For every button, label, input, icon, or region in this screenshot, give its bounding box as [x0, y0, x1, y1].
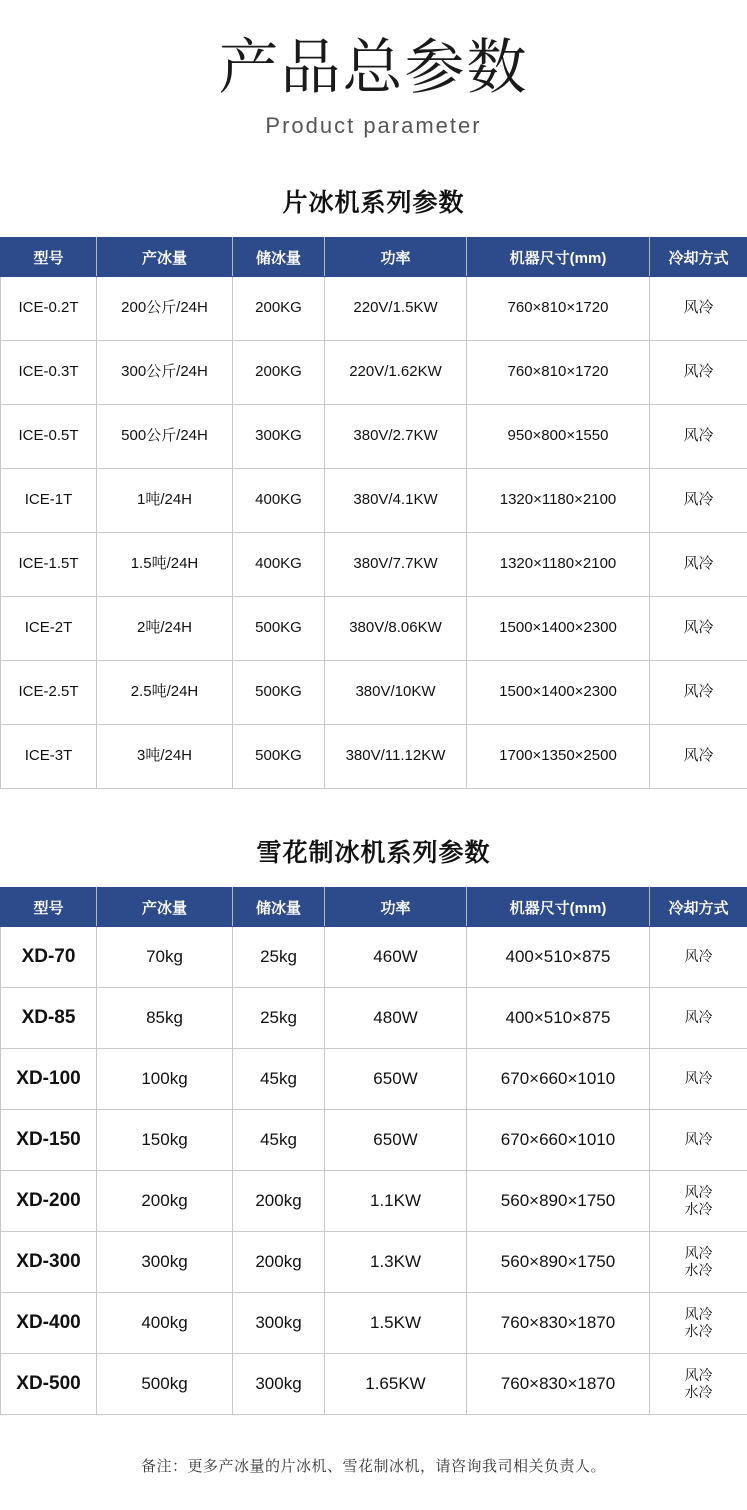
cell-power: 380V/4.1KW [325, 469, 467, 533]
cell-dimensions: 1320×1180×2100 [467, 533, 650, 597]
section-title-snowflake-ice: 雪花制冰机系列参数 [0, 833, 747, 869]
cell-cooling: 风冷 [650, 469, 747, 533]
cell-ice-storage: 200KG [233, 277, 325, 341]
table-row [1, 469, 747, 533]
table-snowflake-ice [0, 887, 747, 1415]
cell-dimensions: 1700×1350×2500 [467, 725, 650, 789]
cell-model: XD-100 [1, 1049, 97, 1110]
cell-power: 380V/2.7KW [325, 405, 467, 469]
cell-ice-storage: 500KG [233, 597, 325, 661]
cell-cooling: 风冷 [650, 661, 747, 725]
table-row [1, 988, 747, 1049]
cell-ice-storage: 300kg [233, 1293, 325, 1354]
table-header-row [1, 238, 747, 277]
cell-power: 650W [325, 1049, 467, 1110]
cell-ice-output: 2.5吨/24H [97, 661, 233, 725]
page-title: 产品总参数 [0, 36, 747, 99]
cell-ice-storage: 200KG [233, 341, 325, 405]
cell-ice-storage: 400KG [233, 533, 325, 597]
cell-dimensions: 760×830×1870 [467, 1293, 650, 1354]
cell-cooling: 风冷 [650, 533, 747, 597]
column-header-ice-storage: 储冰量 [233, 238, 325, 277]
cell-cooling: 风冷 [650, 1049, 747, 1110]
cell-ice-output: 500公斤/24H [97, 405, 233, 469]
cell-power: 380V/8.06KW [325, 597, 467, 661]
cell-power: 220V/1.5KW [325, 277, 467, 341]
cell-ice-output: 200公斤/24H [97, 277, 233, 341]
cell-dimensions: 950×800×1550 [467, 405, 650, 469]
cell-model: XD-70 [1, 927, 97, 988]
cell-model: ICE-0.3T [1, 341, 97, 405]
cell-model: ICE-0.2T [1, 277, 97, 341]
cell-cooling: 风冷 水冷 [650, 1171, 747, 1232]
table-row [1, 1171, 747, 1232]
cell-model: XD-85 [1, 988, 97, 1049]
cell-dimensions: 670×660×1010 [467, 1110, 650, 1171]
cell-model: ICE-2T [1, 597, 97, 661]
table-row [1, 1232, 747, 1293]
cell-ice-output: 100kg [97, 1049, 233, 1110]
column-header-ice-storage: 储冰量 [233, 888, 325, 927]
cell-ice-storage: 45kg [233, 1110, 325, 1171]
table-row [1, 341, 747, 405]
cell-dimensions: 1320×1180×2100 [467, 469, 650, 533]
cell-model: XD-200 [1, 1171, 97, 1232]
cell-ice-storage: 300kg [233, 1354, 325, 1415]
cell-dimensions: 560×890×1750 [467, 1232, 650, 1293]
cell-dimensions: 560×890×1750 [467, 1171, 650, 1232]
cell-power: 650W [325, 1110, 467, 1171]
table-row [1, 1354, 747, 1415]
cell-power: 1.1KW [325, 1171, 467, 1232]
cell-model: XD-150 [1, 1110, 97, 1171]
cell-ice-output: 70kg [97, 927, 233, 988]
cell-ice-output: 150kg [97, 1110, 233, 1171]
table-row [1, 1110, 747, 1171]
cell-ice-output: 2吨/24H [97, 597, 233, 661]
column-header-power: 功率 [325, 888, 467, 927]
cell-ice-storage: 500KG [233, 661, 325, 725]
cell-power: 1.5KW [325, 1293, 467, 1354]
cell-cooling: 风冷 [650, 405, 747, 469]
column-header-model: 型号 [1, 238, 97, 277]
cell-cooling: 风冷 [650, 277, 747, 341]
cell-ice-output: 200kg [97, 1171, 233, 1232]
cell-model: ICE-2.5T [1, 661, 97, 725]
cell-ice-output: 300kg [97, 1232, 233, 1293]
cell-model: ICE-3T [1, 725, 97, 789]
cell-power: 380V/11.12KW [325, 725, 467, 789]
cell-power: 380V/7.7KW [325, 533, 467, 597]
cell-dimensions: 760×810×1720 [467, 341, 650, 405]
column-header-power: 功率 [325, 238, 467, 277]
cell-model: XD-500 [1, 1354, 97, 1415]
cell-dimensions: 670×660×1010 [467, 1049, 650, 1110]
title-block [0, 0, 747, 139]
cell-ice-output: 3吨/24H [97, 725, 233, 789]
cell-ice-output: 300公斤/24H [97, 341, 233, 405]
cell-ice-storage: 200kg [233, 1171, 325, 1232]
cell-model: ICE-1.5T [1, 533, 97, 597]
cell-power: 220V/1.62KW [325, 341, 467, 405]
column-header-cooling: 冷却方式 [650, 888, 747, 927]
cell-power: 1.65KW [325, 1354, 467, 1415]
table-row [1, 597, 747, 661]
cell-ice-storage: 25kg [233, 988, 325, 1049]
column-header-dimensions: 机器尺寸(mm) [467, 238, 650, 277]
cell-ice-storage: 300KG [233, 405, 325, 469]
cell-ice-output: 1吨/24H [97, 469, 233, 533]
cell-cooling: 风冷 [650, 1110, 747, 1171]
column-header-dimensions: 机器尺寸(mm) [467, 888, 650, 927]
cell-model: XD-400 [1, 1293, 97, 1354]
cell-dimensions: 400×510×875 [467, 988, 650, 1049]
cell-cooling: 风冷 [650, 341, 747, 405]
cell-dimensions: 400×510×875 [467, 927, 650, 988]
table-row [1, 661, 747, 725]
table-row [1, 1293, 747, 1354]
cell-cooling: 风冷 水冷 [650, 1354, 747, 1415]
cell-ice-output: 1.5吨/24H [97, 533, 233, 597]
table-row [1, 533, 747, 597]
cell-dimensions: 760×830×1870 [467, 1354, 650, 1415]
cell-power: 460W [325, 927, 467, 988]
page-subtitle: Product parameter [0, 113, 747, 139]
table-header-row [1, 888, 747, 927]
table-row [1, 927, 747, 988]
cell-cooling: 风冷 水冷 [650, 1232, 747, 1293]
cell-dimensions: 1500×1400×2300 [467, 597, 650, 661]
section-title-flake-ice: 片冰机系列参数 [0, 183, 747, 219]
cell-cooling: 风冷 [650, 725, 747, 789]
table-row [1, 277, 747, 341]
column-header-cooling: 冷却方式 [650, 238, 747, 277]
table-flake-ice [0, 237, 747, 789]
cell-ice-storage: 500KG [233, 725, 325, 789]
cell-power: 480W [325, 988, 467, 1049]
cell-power: 380V/10KW [325, 661, 467, 725]
column-header-ice-output: 产冰量 [97, 888, 233, 927]
cell-cooling: 风冷 [650, 988, 747, 1049]
cell-cooling: 风冷 [650, 927, 747, 988]
column-header-model: 型号 [1, 888, 97, 927]
cell-ice-storage: 400KG [233, 469, 325, 533]
cell-ice-storage: 25kg [233, 927, 325, 988]
cell-ice-output: 85kg [97, 988, 233, 1049]
cell-model: ICE-0.5T [1, 405, 97, 469]
cell-dimensions: 760×810×1720 [467, 277, 650, 341]
table-row [1, 725, 747, 789]
table-row [1, 1049, 747, 1110]
table-row [1, 405, 747, 469]
column-header-ice-output: 产冰量 [97, 238, 233, 277]
cell-model: ICE-1T [1, 469, 97, 533]
cell-ice-storage: 200kg [233, 1232, 325, 1293]
cell-cooling: 风冷 [650, 597, 747, 661]
cell-ice-storage: 45kg [233, 1049, 325, 1110]
cell-cooling: 风冷 水冷 [650, 1293, 747, 1354]
cell-ice-output: 400kg [97, 1293, 233, 1354]
cell-ice-output: 500kg [97, 1354, 233, 1415]
footer-note: 备注：更多产冰量的片冰机、雪花制冰机，请咨询我司相关负责人。 [0, 1455, 747, 1510]
cell-power: 1.3KW [325, 1232, 467, 1293]
cell-dimensions: 1500×1400×2300 [467, 661, 650, 725]
cell-model: XD-300 [1, 1232, 97, 1293]
